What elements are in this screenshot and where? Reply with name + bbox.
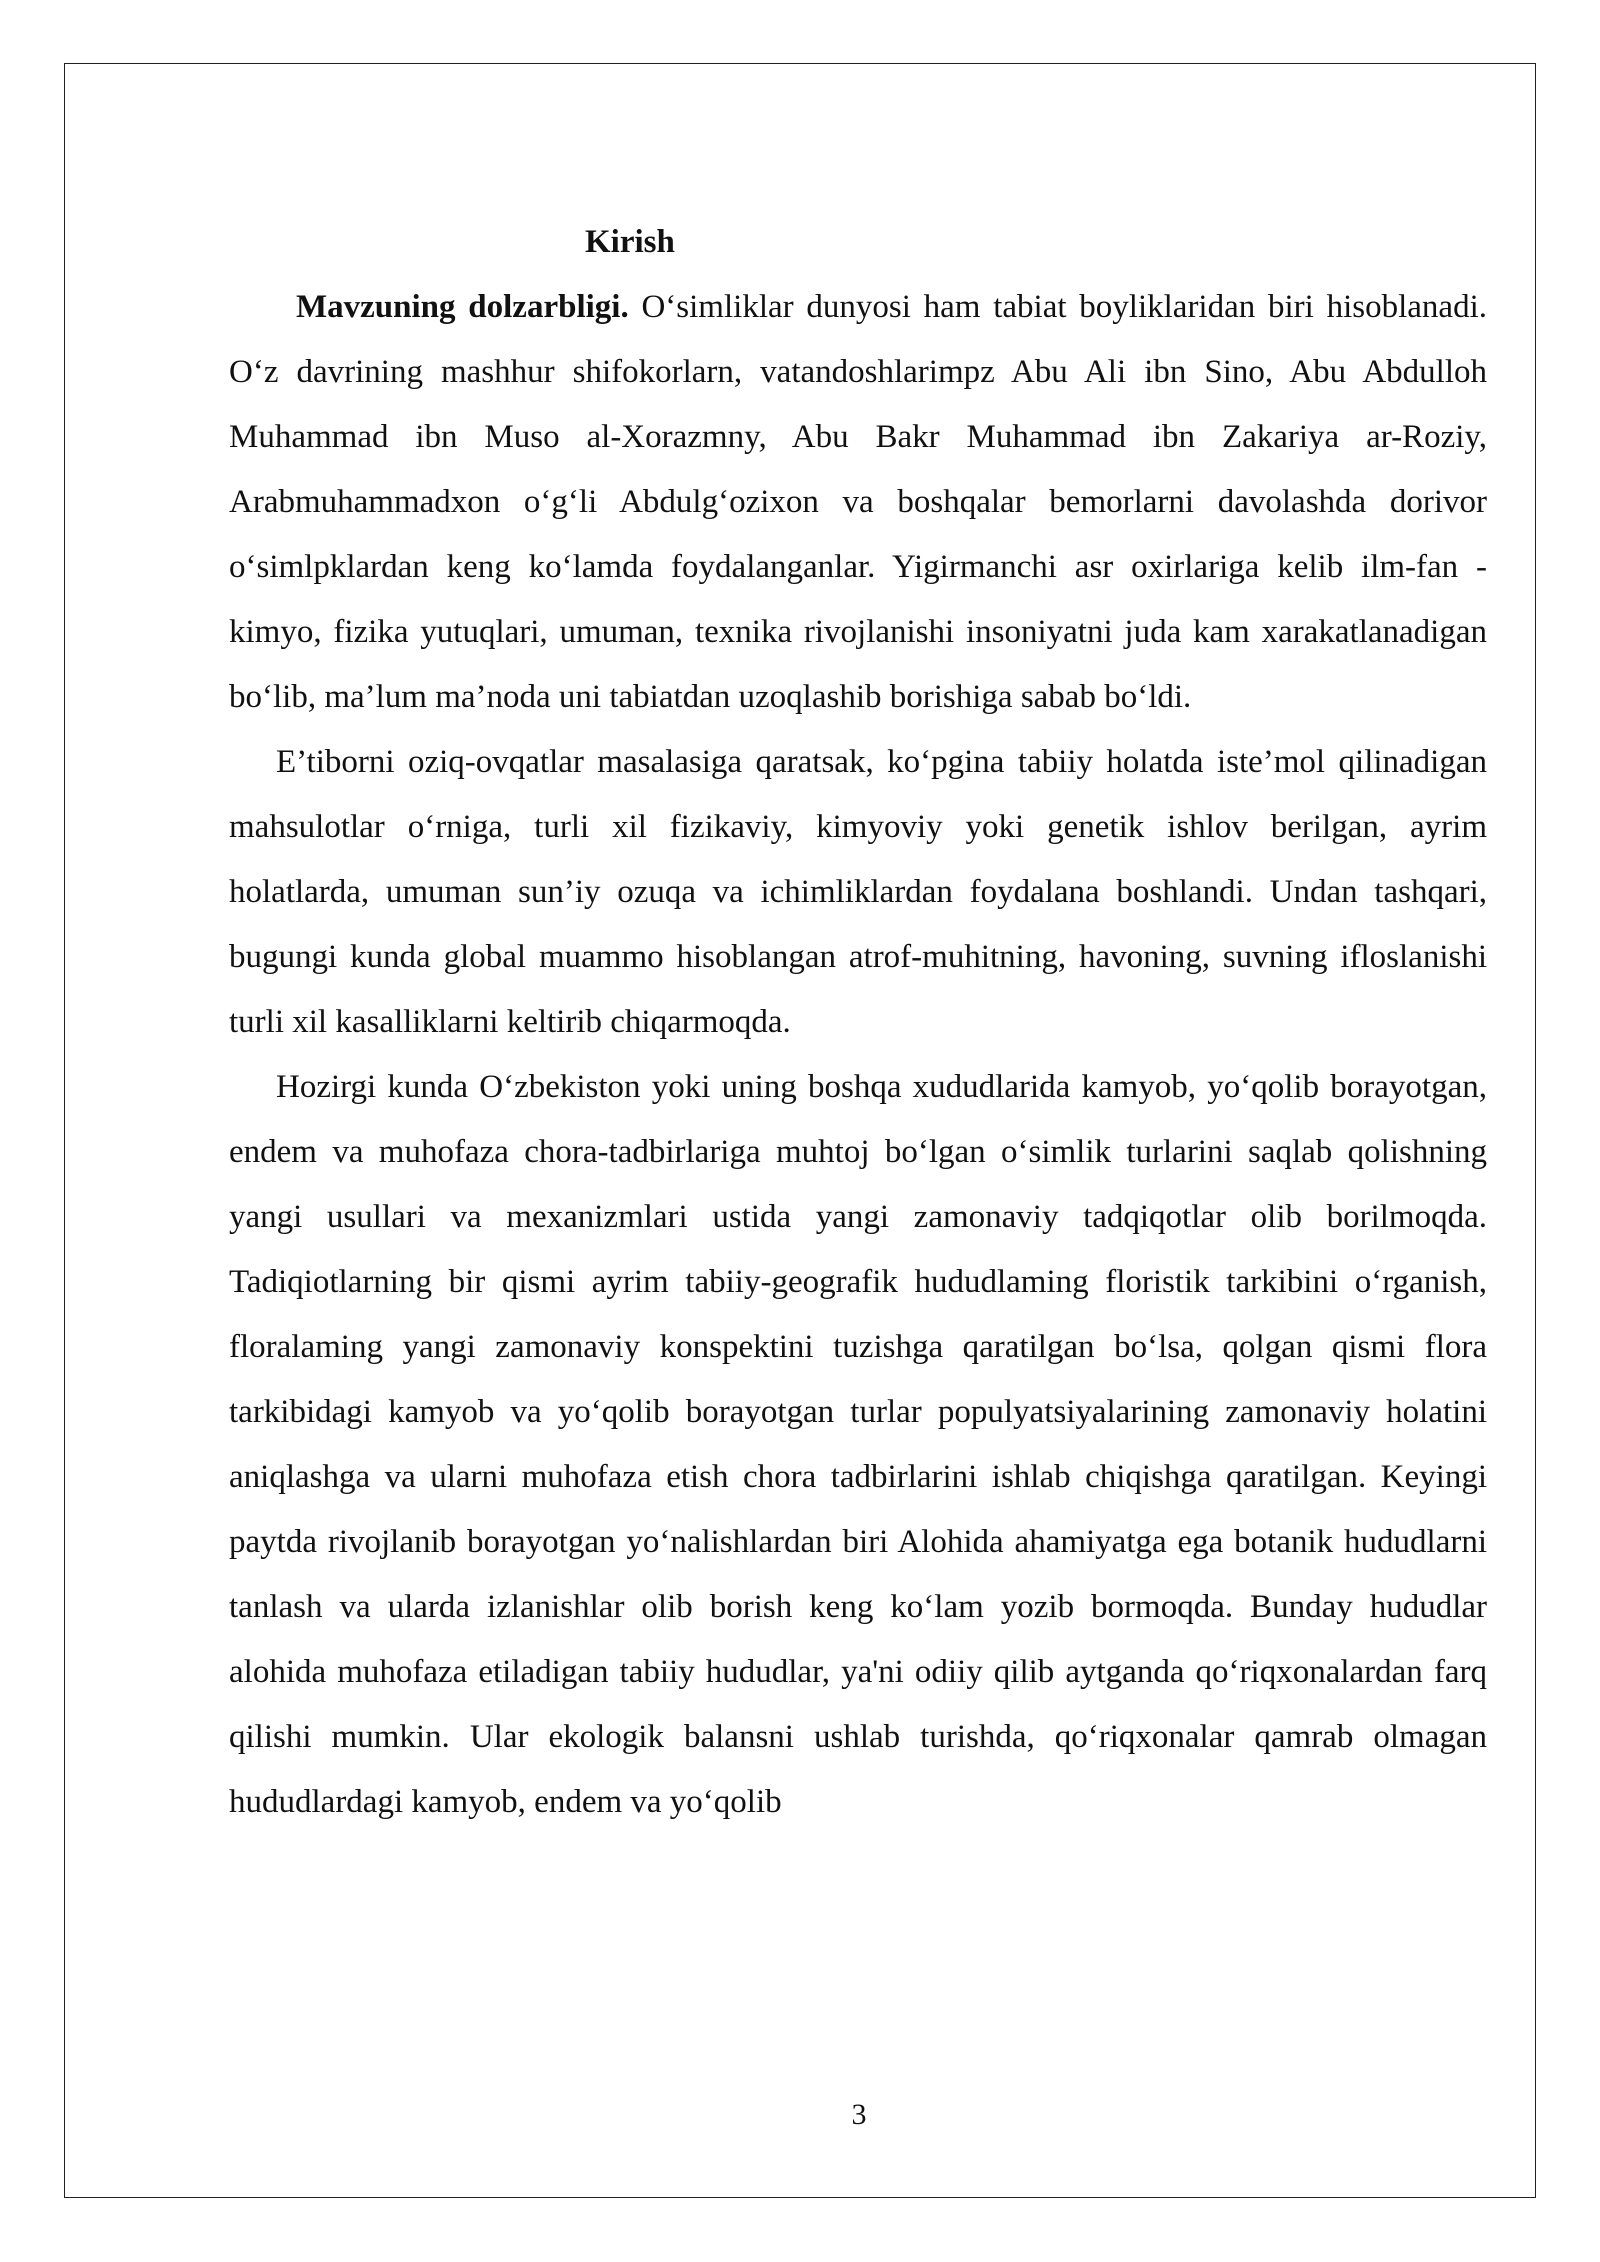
paragraph-1 [229, 275, 1487, 730]
page-number: 3 [851, 2098, 867, 2131]
paragraph-3: Hozirgi kunda O‘zbekiston yoki uning boshqa xududlarida kamyob, yo‘qolib borayotgan, endem va muhofaza chora-tadbirlariga muhtoj bo‘lgan o‘simlik turlarini saqlab qolishning yangi usullari va mexanizmlari ustida yangi zamonaviy tadqiqotlar olib borilmoqda. Tadiqiotlarning bir qismi ayrim tabiiy-geografik hududlaming floristik tarkibini o‘rganish, floralaming yangi zamonaviy konspektini tuzishga qaratilgan bo‘lsa, qolgan qismi flora tarkibidagi kamyob va yo‘qolib borayotgan turlar populyatsiyalarining zamonaviy holatini aniqlashga va ularni muhofaza etish chora tadbirlarini ishlab chiqishga qaratilgan. Keyingi paytda rivojlanib borayotgan yo‘nalishlardan biri Alohida ahamiyatga ega botanik hududlarni tanlash va ularda izlanishlar olib borish keng ko‘lam yozib bormoqda. Bunday hududlar alohida muhofaza etiladigan tabiiy hududlar, ya'ni odiiy qilib aytganda qo‘riqxonalardan farq qilishi mumkin. Ular ekologik balansni ushlab turishda, qo‘riqxonalar qamrab olmagan hududlardagi kamyob, endem va yo‘qolib [229, 1069, 1487, 1820]
paragraph-2: E’tiborni oziq-ovqatlar masalasiga qaratsak, ko‘pgina tabiiy holatda iste’mol qilinadigan mahsulotlar o‘rniga, turli xil fizikaviy, kimyoviy yoki genetik ishlov berilgan, ayrim holatlarda, umuman sun’iy ozuqa va ichimliklardan foydalana boshlandi. Undan tashqari, bugungi kunda global muammo hisoblangan atrof-muhitning, havoning, suvning ifloslanishi turli xil kasalliklarni keltirib chiqarmoqda. [229, 744, 1487, 1040]
paragraph-lead: Mavzuning dolzarbligi. [296, 289, 629, 325]
paragraph-text: O‘simliklar dunyosi ham tabiat boyliklaridan biri hisoblanadi. O‘z davrining mashhur shifokorlarn, vatandoshlarimpz Abu Ali ibn Sino, Abu Abdulloh Muhammad ibn Muso al-Xorazmny, Abu Bakr Muhammad ibn Zakariya ar-Roziy, Arabmuhammadxon o‘g‘li Abdulg‘ozixon va boshqalar bemorlarni davolashda dorivor o‘simlpklardan keng ko‘lamda foydalanganlar. Yigirmanchi asr oxirlariga kelib ilm-fan - kimyo, fizika yutuqlari, umuman, texnika rivojlanishi insoniyatni juda kam xarakatlanadigan bo‘lib, ma’lum ma’noda uni tabiatdan uzoqlashib borishiga sabab bo‘ldi. [229, 289, 1487, 715]
section-heading: Kirish [585, 224, 675, 260]
document-body [229, 210, 1487, 1835]
